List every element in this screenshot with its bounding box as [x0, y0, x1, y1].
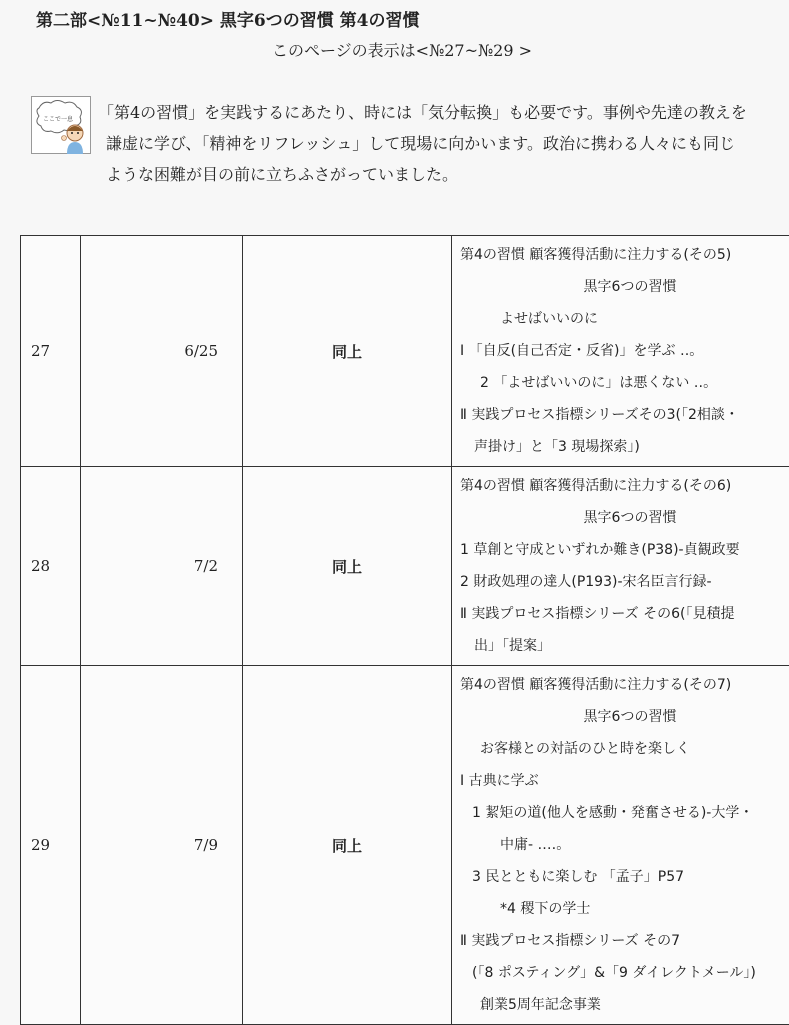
row-date: 7/2: [81, 467, 243, 666]
desc-line: 創業5周年記念事業: [460, 989, 789, 1021]
row-instructor: 同上: [243, 666, 452, 1025]
desc-line: 中庸- ‥‥。: [460, 829, 789, 861]
row-number: 27: [21, 236, 81, 467]
desc-line: Ⅱ 実践プロセス指標シリーズその3(「2相談・: [460, 399, 789, 431]
intro-line-1: 「第4の習慣」を実践するにあたり、時には「気分転換」も必要です。事例や先達の教えを: [98, 97, 778, 128]
desc-line: Ⅱ 実践プロセス指標シリーズ その7: [460, 925, 789, 957]
thinking-person-icon: [31, 96, 91, 154]
row-number: 28: [21, 467, 81, 666]
desc-line: 1 草創と守成といずれか難き(P38)-貞観政要: [460, 534, 789, 566]
row-date: 7/9: [81, 666, 243, 1025]
icon-caption: ここで一息: [43, 115, 74, 123]
desc-line: よせばいいのに: [460, 303, 789, 335]
desc-line: 1 絜矩の道(他人を感動・発奮させる)-大学・: [460, 797, 789, 829]
row-number: 29: [21, 666, 81, 1025]
page-title: 第二部<№11~№40> 黒字6つの習慣 第4の習慣: [36, 6, 420, 31]
desc-line: 第4の習慣 顧客獲得活動に注力する(その5): [460, 239, 789, 271]
desc-line: 第4の習慣 顧客獲得活動に注力する(その7): [460, 669, 789, 701]
row-description: [452, 666, 789, 1025]
schedule-table: [20, 235, 789, 1025]
row-date: 6/25: [81, 236, 243, 467]
row-description: [452, 236, 789, 467]
intro-text: [98, 97, 778, 190]
desc-line: 3 民とともに楽しむ 「孟子」P57: [460, 861, 789, 893]
desc-line: お客様との対話のひと時を楽しく: [460, 733, 789, 765]
desc-line: Ⅱ 実践プロセス指標シリーズ その6(「見積提: [460, 598, 789, 630]
row-description: [452, 467, 789, 666]
desc-line: 出」「提案」: [460, 630, 789, 662]
table-row: [21, 236, 789, 467]
intro-line-2: 謙虚に学び、「精神をリフレッシュ」して現場に向かいます。政治に携わる人々にも同じ: [98, 128, 778, 159]
desc-line: 第4の習慣 顧客獲得活動に注力する(その6): [460, 470, 789, 502]
desc-line: 2 「よせばいいのに」は悪くない ‥。: [460, 367, 789, 399]
row-instructor: 同上: [243, 236, 452, 467]
desc-line: Ⅰ 「自反(自己否定・反省)」を学ぶ ‥。: [460, 335, 789, 367]
table-row: [21, 467, 789, 666]
desc-line: (「8 ポスティング」&「9 ダイレクトメール」): [460, 957, 789, 989]
intro-line-3: ような困難が目の前に立ちふさがっていました。: [98, 159, 778, 190]
desc-line: 黒字6つの習慣: [460, 502, 789, 534]
desc-line: 2 財政処理の達人(P193)-宋名臣言行録-: [460, 566, 789, 598]
table-row: [21, 666, 789, 1025]
desc-line: Ⅰ 古典に学ぶ: [460, 765, 789, 797]
desc-line: 黒字6つの習慣: [460, 271, 789, 303]
page-subtitle: このページの表示は<№27~№29 >: [272, 38, 532, 61]
row-instructor: 同上: [243, 467, 452, 666]
desc-line: 声掛け」と「3 現場探索」): [460, 431, 789, 463]
desc-line: *4 稷下の学士: [460, 893, 789, 925]
desc-line: 黒字6つの習慣: [460, 701, 789, 733]
